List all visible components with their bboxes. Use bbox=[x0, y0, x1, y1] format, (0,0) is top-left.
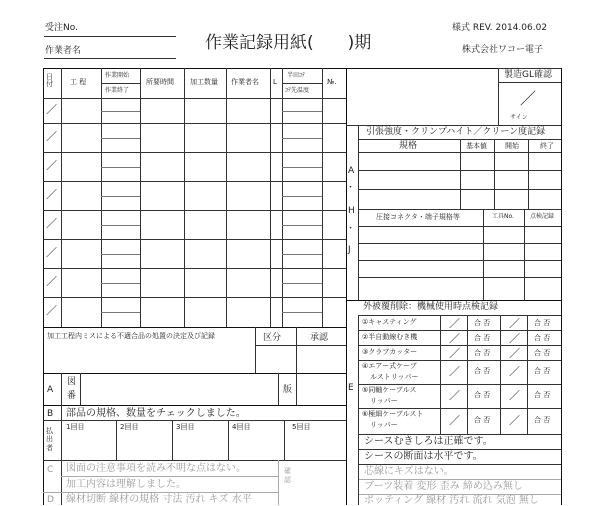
page-title: 作業記録用紙( )期 bbox=[205, 33, 372, 53]
mc-slash: ／ bbox=[509, 389, 520, 402]
mc-slash: ／ bbox=[449, 347, 460, 360]
minor-line bbox=[101, 254, 140, 255]
sub-line bbox=[282, 83, 322, 84]
payout-label: 払出者 bbox=[46, 427, 53, 452]
drawing-rev-label: 版 bbox=[283, 385, 293, 395]
mc-line bbox=[358, 345, 561, 346]
minor-line bbox=[282, 283, 322, 284]
row-line bbox=[43, 297, 346, 298]
mc-pass-fail: 合 否 bbox=[534, 391, 551, 399]
conn-line bbox=[358, 277, 561, 278]
col-header-no: №. bbox=[327, 78, 337, 86]
col-header-l: L bbox=[273, 78, 277, 86]
col-header-solder-2: ｺﾃ先温度 bbox=[285, 87, 310, 94]
time-4: 4回目 bbox=[232, 423, 251, 431]
check-record-label: 点検記録 bbox=[530, 213, 555, 220]
minor-line bbox=[101, 312, 140, 313]
mc-pass-fail: 合 否 bbox=[534, 416, 551, 424]
machine-item-3: ③クラブカッター bbox=[362, 348, 418, 356]
mc-pass-fail: 合 否 bbox=[474, 416, 491, 424]
side-letter-j: J bbox=[348, 245, 351, 255]
check-e3-text: 芯線にキズはない。 bbox=[364, 466, 454, 477]
time-3: 3回目 bbox=[176, 423, 195, 431]
machine-item-1: ①キャスティング bbox=[362, 318, 417, 326]
mc-pass-fail: 合 否 bbox=[474, 334, 491, 342]
check-b-letter: B bbox=[47, 409, 54, 419]
mc-pass-fail: 合 否 bbox=[474, 349, 491, 357]
worker-name-underline bbox=[44, 58, 176, 59]
form-revision: 様式 REV. 2014.06.02 bbox=[452, 23, 548, 33]
e-line bbox=[358, 449, 561, 450]
time-col bbox=[228, 420, 229, 460]
e-left bbox=[358, 434, 359, 505]
minor-line bbox=[101, 138, 140, 139]
gl-title-line bbox=[498, 82, 561, 83]
col-line bbox=[61, 68, 62, 328]
side-dot: ・ bbox=[346, 224, 356, 234]
mc-slash: ／ bbox=[449, 317, 460, 330]
mc-slash: ／ bbox=[449, 332, 460, 345]
confirm-label: 確認 bbox=[284, 467, 291, 485]
col-line bbox=[226, 68, 227, 328]
row-line bbox=[43, 239, 346, 240]
time-2: 2回目 bbox=[120, 423, 139, 431]
drawing-col bbox=[80, 373, 81, 405]
mc-pass-fail: 合 否 bbox=[534, 334, 551, 342]
time-1: 1回目 bbox=[66, 423, 85, 431]
side-letter-a: A bbox=[348, 166, 355, 176]
col-line bbox=[140, 68, 141, 328]
mc-slash: ／ bbox=[509, 347, 520, 360]
mc-slash: ／ bbox=[449, 389, 460, 402]
col-header-solder-1: 半田ｺﾃ bbox=[287, 72, 306, 79]
e-line bbox=[358, 464, 561, 465]
check-c2-text: 加工内容は理解しました。 bbox=[66, 479, 186, 490]
frame-right bbox=[561, 68, 562, 505]
mc-slash: ／ bbox=[449, 365, 460, 378]
e-line bbox=[358, 479, 561, 480]
drawing-letter-a: A bbox=[47, 385, 54, 395]
time-5: 5回目 bbox=[292, 423, 311, 431]
check-d-letter: D bbox=[47, 495, 54, 505]
row-line bbox=[43, 181, 346, 182]
check-line bbox=[61, 476, 278, 477]
conn-line bbox=[358, 260, 561, 261]
check-e1-text: シースむきしろは正確です。 bbox=[364, 436, 493, 447]
pull-col-base: 基本値 bbox=[466, 142, 487, 150]
defect-line bbox=[255, 345, 346, 346]
col-line bbox=[346, 68, 347, 328]
gl-check-title: 製造GL確認 bbox=[504, 70, 552, 80]
check-c-letter: C bbox=[47, 465, 54, 475]
mc-slash: ／ bbox=[449, 414, 460, 427]
defect-category: 区分 bbox=[263, 333, 282, 343]
order-no-label: 受注No. bbox=[45, 23, 78, 33]
gl-check-mark: ／ bbox=[520, 89, 537, 108]
row-line bbox=[43, 210, 346, 211]
defect-approval: 承認 bbox=[310, 333, 329, 343]
frame-top bbox=[43, 68, 561, 69]
drawing-col bbox=[61, 373, 62, 405]
col-line bbox=[101, 68, 102, 328]
minor-line bbox=[101, 225, 140, 226]
mc-line bbox=[358, 434, 561, 435]
machine-item-6: ⑥極細ケーブルスト bbox=[362, 410, 424, 418]
conn-line bbox=[358, 243, 561, 244]
date-slash: ／ bbox=[46, 304, 57, 317]
drawing-label-2: 番 bbox=[67, 391, 77, 401]
col-header-process: 工 程 bbox=[70, 78, 87, 86]
gl-top bbox=[498, 68, 561, 69]
pull-line bbox=[358, 209, 561, 210]
side-letter-e: E bbox=[348, 383, 354, 393]
machine-item-4-line2: ルストリッパー bbox=[370, 373, 419, 381]
mc-line bbox=[358, 330, 561, 331]
time-col bbox=[116, 420, 117, 460]
conn-col bbox=[483, 209, 484, 300]
minor-line bbox=[101, 111, 140, 112]
time-col bbox=[284, 420, 285, 460]
worker-name-label: 作業者名 bbox=[45, 46, 82, 56]
conn-col bbox=[524, 209, 525, 300]
minor-line bbox=[101, 196, 140, 197]
check-col bbox=[278, 460, 279, 505]
tool-no-label: 工具No. bbox=[492, 213, 514, 220]
pull-col bbox=[528, 139, 529, 209]
company-name: 株式会社ワコー電子 bbox=[462, 45, 544, 55]
col-header-worker: 作業者名 bbox=[231, 78, 259, 86]
machine-item-2: ②半自動線むき機 bbox=[362, 333, 418, 341]
check-line bbox=[43, 420, 346, 421]
defect-col bbox=[255, 327, 256, 373]
minor-line bbox=[101, 167, 140, 168]
minor-line bbox=[282, 167, 322, 168]
mc-col bbox=[440, 315, 441, 435]
drawing-col bbox=[278, 373, 279, 405]
order-no-underline bbox=[44, 36, 176, 37]
date-slash: ／ bbox=[46, 103, 57, 116]
mc-slash: ／ bbox=[509, 332, 520, 345]
mc-pass-fail: 合 否 bbox=[474, 391, 491, 399]
minor-line bbox=[282, 196, 322, 197]
pull-col bbox=[460, 139, 461, 209]
col-header-date: 日付 bbox=[46, 73, 53, 88]
mc-line bbox=[358, 408, 561, 409]
check-c1-text: 図面の注意事項を読み不明な点はない。 bbox=[66, 463, 246, 474]
mc-col bbox=[467, 315, 468, 435]
date-slash: ／ bbox=[46, 246, 57, 259]
machine-item-4: ④エアー式ケーブ bbox=[362, 362, 417, 370]
side-letter-h: H bbox=[348, 206, 355, 216]
check-e2-text: シースの断面は水平です。 bbox=[364, 451, 483, 462]
defect-record-label: 加工工程内ミスによる不適合品の処置の決定及び記録 bbox=[47, 332, 215, 340]
mc-line bbox=[358, 360, 561, 361]
machine-check-title: 外被覆削除：機械使用時点検記録 bbox=[363, 302, 499, 312]
check-b-text: 部品の規格、数量をチェックしました。 bbox=[66, 408, 246, 419]
mc-line bbox=[358, 384, 561, 385]
mc-col bbox=[500, 315, 501, 435]
row-line bbox=[43, 268, 346, 269]
mc-slash: ／ bbox=[509, 365, 520, 378]
mc-pass-fail: 合 否 bbox=[534, 319, 551, 327]
frame-left bbox=[43, 68, 44, 505]
check-line bbox=[43, 460, 346, 461]
col-line bbox=[282, 68, 283, 328]
time-col bbox=[172, 420, 173, 460]
date-slash: ／ bbox=[46, 159, 57, 172]
pull-bottom bbox=[346, 300, 561, 301]
minor-line bbox=[282, 254, 322, 255]
mc-pass-fail: 合 否 bbox=[534, 367, 551, 375]
pull-col-spec: 規格 bbox=[399, 141, 418, 151]
mc-slash: ／ bbox=[509, 414, 520, 427]
mc-line bbox=[358, 315, 561, 316]
machine-item-5: ⑤同軸ケーブルス bbox=[362, 386, 417, 394]
drawing-bottom bbox=[43, 405, 346, 406]
minor-line bbox=[282, 138, 322, 139]
mc-left bbox=[358, 315, 359, 435]
machine-item-5-line2: リッパー bbox=[370, 397, 398, 405]
pull-col-end: 終了 bbox=[540, 142, 554, 150]
col-line bbox=[322, 68, 323, 328]
pull-test-title: 引張強度・クリンプハイト／クリーン度記録 bbox=[366, 127, 546, 137]
col-header-required-time: 所要時間 bbox=[146, 78, 174, 86]
minor-line bbox=[101, 283, 140, 284]
date-slash: ／ bbox=[46, 217, 57, 230]
row-line bbox=[43, 152, 346, 153]
mc-col bbox=[527, 315, 528, 435]
col-header-work-start: 作業開始 bbox=[105, 72, 130, 79]
header-row-line bbox=[43, 98, 346, 99]
gl-left bbox=[498, 68, 499, 125]
conn-line bbox=[358, 226, 561, 227]
check-e5-text: ポッティング 線材 汚れ 流れ 気泡 無し bbox=[364, 495, 539, 506]
check-line bbox=[43, 492, 278, 493]
minor-line bbox=[282, 111, 322, 112]
date-slash: ／ bbox=[46, 188, 57, 201]
machine-item-6-line2: リッパー bbox=[370, 421, 398, 429]
defect-col bbox=[296, 327, 297, 373]
right-divider bbox=[346, 300, 347, 505]
mc-slash: ／ bbox=[509, 317, 520, 330]
check-e4-text: ブーツ装着 変形 歪み 締め込み無し bbox=[364, 481, 523, 492]
gl-sign-label: サイン bbox=[510, 114, 528, 121]
date-slash: ／ bbox=[46, 130, 57, 143]
drawing-col bbox=[296, 373, 297, 405]
sub-line bbox=[101, 83, 140, 84]
pull-col bbox=[494, 139, 495, 209]
drawing-label-1: 図 bbox=[67, 377, 77, 387]
defect-bottom bbox=[43, 373, 346, 374]
row-line bbox=[43, 123, 346, 124]
row-line bbox=[43, 327, 346, 328]
check-d-text: 線材切断 線材の規格 寸法 汚れ キズ 水平 bbox=[66, 494, 252, 505]
side-dot: ・ bbox=[346, 183, 356, 193]
col-line bbox=[270, 68, 271, 328]
mc-pass-fail: 合 否 bbox=[474, 367, 491, 375]
pull-col-start: 開始 bbox=[505, 142, 519, 150]
date-slash: ／ bbox=[46, 275, 57, 288]
mc-pass-fail: 合 否 bbox=[534, 349, 551, 357]
connector-spec-label: 圧接コネクタ・端子規格等 bbox=[376, 213, 460, 221]
gl-bottom bbox=[346, 125, 561, 126]
minor-line bbox=[282, 312, 322, 313]
col-header-work-end: 作業終了 bbox=[105, 87, 130, 94]
col-line bbox=[184, 68, 185, 328]
col-header-quantity: 加工数量 bbox=[190, 78, 218, 86]
mc-pass-fail: 合 否 bbox=[474, 319, 491, 327]
minor-line bbox=[282, 225, 322, 226]
